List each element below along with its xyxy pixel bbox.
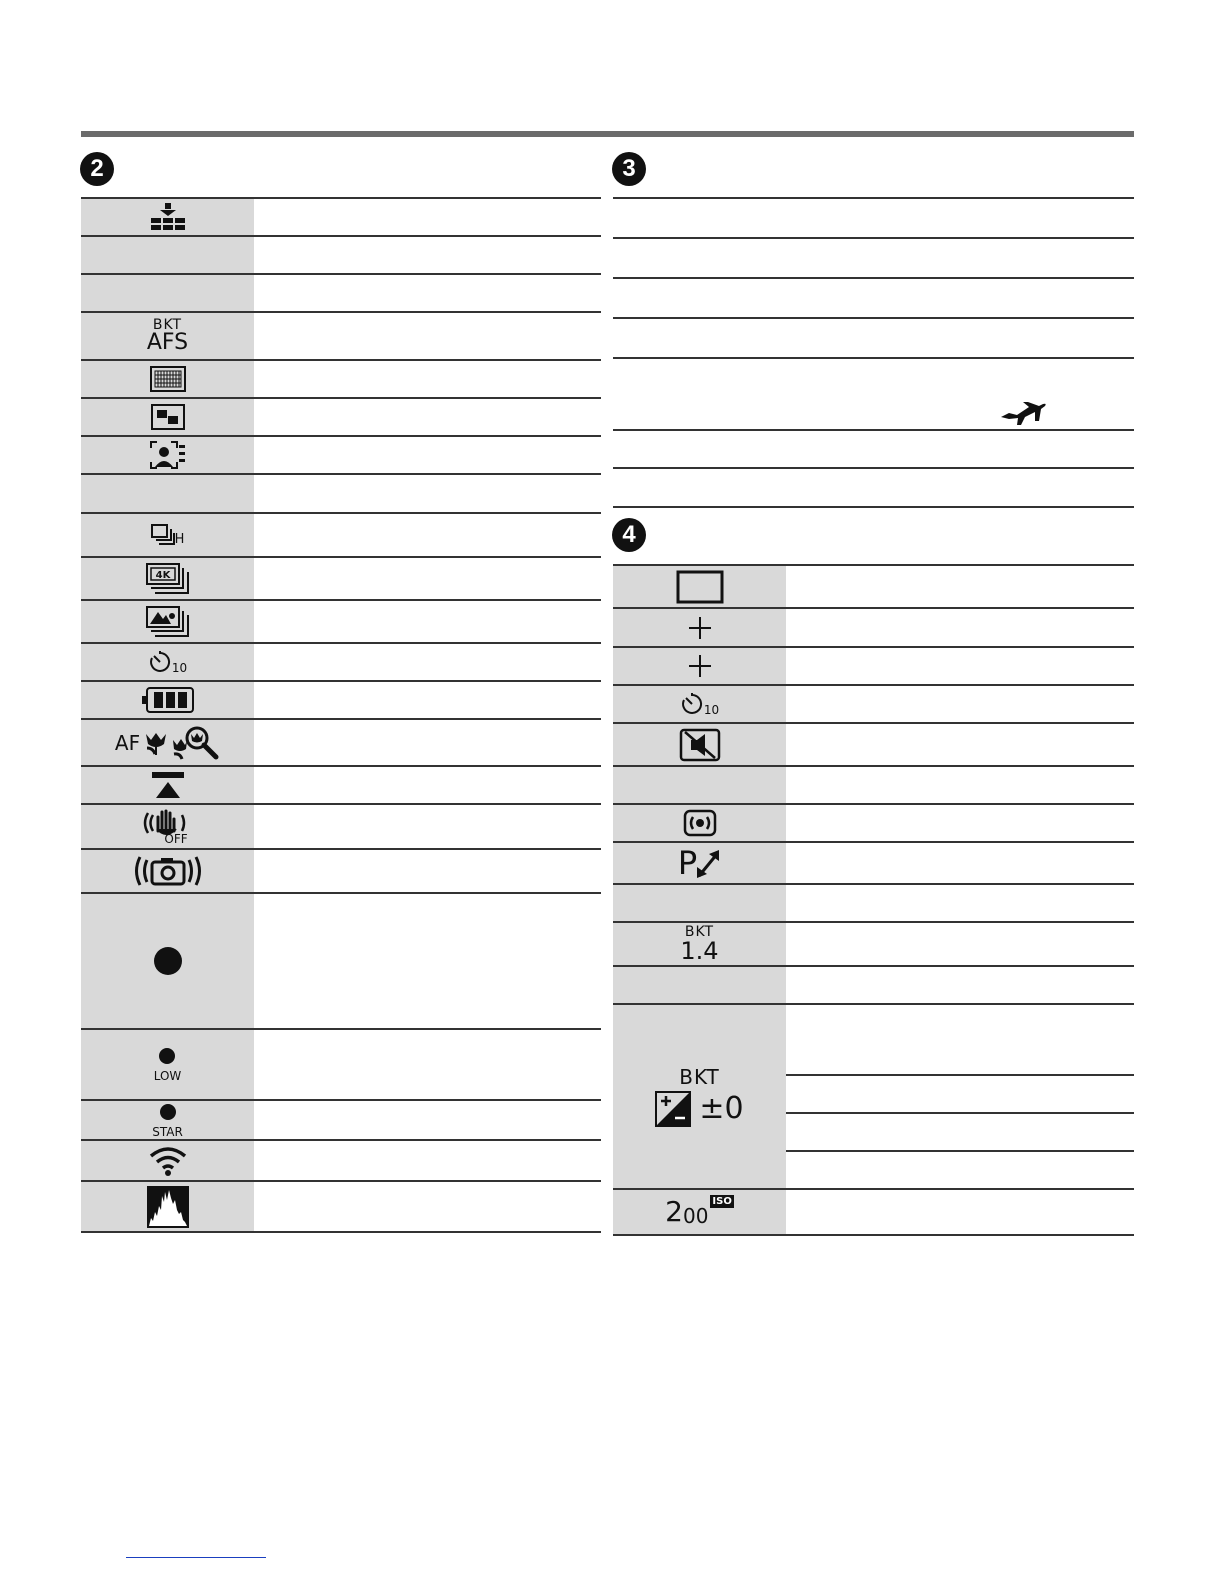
- header-rule: [81, 131, 1134, 137]
- icon-cell: [81, 275, 254, 311]
- star-label: STAR: [152, 1124, 183, 1139]
- table-row: [81, 275, 601, 313]
- stabilizer-off-icon: [140, 809, 196, 845]
- sub-row-divider: [786, 1074, 1134, 1076]
- icon-cell: [613, 648, 786, 684]
- histogram-icon: [147, 1186, 189, 1228]
- grid-af-icon: [150, 366, 186, 392]
- table-row: [613, 1005, 1134, 1190]
- icon-cell: [81, 1182, 254, 1231]
- table-row: [613, 967, 1134, 1005]
- bkt-label: BKT: [684, 924, 715, 940]
- icon-cell: [81, 475, 254, 512]
- table-row: [613, 239, 1134, 279]
- icon-cell: [81, 313, 254, 359]
- timer-seconds-label: 10: [703, 703, 720, 717]
- post-focus-icon: [151, 203, 185, 231]
- spot-metering-target-icon: [687, 615, 713, 641]
- icon-cell: [613, 686, 786, 722]
- battery-icon: [142, 687, 194, 713]
- table-row: [613, 431, 1134, 469]
- burst-frames-icon: [151, 524, 175, 546]
- icon-cell: [81, 437, 254, 473]
- iso-icon: [665, 1195, 734, 1228]
- table-row: [81, 720, 601, 767]
- off-label: OFF: [163, 831, 188, 845]
- icon-cell: [81, 644, 254, 680]
- table-row: [81, 1141, 601, 1182]
- exposure-comp-group: [655, 1091, 743, 1127]
- table-row: [613, 469, 1134, 508]
- table-row: [613, 843, 1134, 885]
- icon-cell: [613, 923, 786, 965]
- silent-mode-icon: [679, 728, 721, 762]
- icon-cell: [613, 767, 786, 803]
- section-3-number: 3: [622, 155, 636, 182]
- icon-cell: [81, 894, 254, 1028]
- shift-arrow-icon: [697, 848, 721, 878]
- iso-badge: ISO: [712, 1196, 732, 1207]
- aperture-value: 1.4: [680, 937, 719, 965]
- metering-mode-icon: [683, 809, 717, 837]
- table-row: [81, 197, 601, 237]
- table-row: [613, 767, 1134, 805]
- self-timer-icon: [680, 692, 719, 716]
- table-row: [81, 437, 601, 475]
- table-row: [613, 805, 1134, 843]
- icon-cell: [613, 1005, 786, 1188]
- crosshair-icon: [687, 653, 713, 679]
- icon-cell: [613, 805, 786, 841]
- burst-speed-label: H: [174, 532, 185, 547]
- table-row: [81, 1101, 601, 1141]
- table-row: [613, 648, 1134, 686]
- shake-alert-icon: [133, 854, 203, 888]
- bkt-label: BKT: [679, 1064, 720, 1089]
- icon-cell: [81, 237, 254, 273]
- table-row: [613, 609, 1134, 648]
- section-4-marker: [612, 518, 646, 552]
- table-row: [613, 279, 1134, 319]
- recording-dot-icon: [153, 946, 183, 976]
- table-row: [81, 644, 601, 682]
- af-macro-icon: [115, 726, 220, 760]
- table-row: [81, 682, 601, 720]
- bkt-label: BKT: [152, 317, 183, 333]
- program-shift-icon: [677, 844, 721, 882]
- section-3-marker: [612, 152, 646, 186]
- icon-cell: [613, 724, 786, 765]
- table-row: [81, 558, 601, 601]
- table-row: [81, 1030, 601, 1101]
- sub-row-divider: [786, 1150, 1134, 1152]
- table-row: [81, 850, 601, 894]
- table-row: [613, 359, 1134, 431]
- icon-cell: [613, 1190, 786, 1234]
- af-lock-icon: [150, 770, 186, 800]
- table-row: [81, 399, 601, 437]
- timer-seconds-label: 10: [171, 661, 188, 675]
- exposure-value: ±0: [699, 1090, 744, 1126]
- table-row: [81, 601, 601, 644]
- 4k-photo-icon: [146, 563, 190, 595]
- 4k-label: 4K: [155, 569, 170, 581]
- aperture-bracket-icon: [680, 925, 718, 963]
- icon-cell: [81, 601, 254, 642]
- sub-row-divider: [786, 1112, 1134, 1114]
- table-row: [81, 1182, 601, 1233]
- section-2-marker: [80, 152, 114, 186]
- table-row: [613, 197, 1134, 239]
- icon-cell: [613, 566, 786, 607]
- table-row: [81, 237, 601, 275]
- icon-cell: [81, 682, 254, 718]
- table-row: [613, 564, 1134, 609]
- table-row: [613, 686, 1134, 724]
- focus-bracket-icon: [146, 606, 190, 638]
- program-label: P: [677, 844, 698, 882]
- table-row: [613, 1190, 1134, 1236]
- af-area-frame-icon: [676, 570, 724, 604]
- icon-cell: [613, 609, 786, 646]
- af-label: AF: [114, 730, 141, 755]
- icon-cell: [81, 720, 254, 765]
- icon-cell: [81, 1030, 254, 1099]
- low-dot-icon: [158, 1047, 176, 1065]
- face-detect-af-icon: [150, 441, 186, 469]
- table-row: [613, 885, 1134, 923]
- exposure-bracket-icon: [655, 1064, 744, 1127]
- tulip-icon: [144, 730, 168, 756]
- iso-value-sub: 00: [682, 1204, 709, 1228]
- icon-cell: [81, 199, 254, 235]
- icon-cell: [613, 843, 786, 883]
- icon-cell: [81, 1141, 254, 1180]
- macro-zoom-icon: [172, 726, 220, 760]
- section-2-number: 2: [90, 155, 104, 182]
- airplane-icon: [999, 399, 1047, 427]
- table-row: [81, 894, 601, 1030]
- section-4-number: 4: [622, 521, 636, 548]
- bkt-afs-icon: [147, 318, 188, 354]
- low-label: LOW: [153, 1069, 182, 1083]
- table-row: [81, 767, 601, 805]
- table-row: [613, 923, 1134, 967]
- table-row: [613, 724, 1134, 767]
- custom-multi-af-icon: [151, 404, 185, 430]
- self-timer-icon: [148, 650, 187, 674]
- icon-cell: [613, 967, 786, 1003]
- table-row: [81, 313, 601, 361]
- table-row: [613, 319, 1134, 359]
- timer-dial-icon: [148, 650, 172, 674]
- icon-cell: [81, 399, 254, 435]
- burst-high-icon: [151, 524, 185, 546]
- icon-cell: [81, 805, 254, 848]
- icon-cell: [81, 1101, 254, 1139]
- icon-cell: [613, 885, 786, 921]
- low-mode-icon: [154, 1047, 182, 1082]
- afs-label: AFS: [146, 330, 189, 355]
- table-row: [81, 805, 601, 850]
- icon-cell: [81, 558, 254, 599]
- table-row: [81, 514, 601, 558]
- wifi-icon: [149, 1145, 187, 1177]
- star-mode-icon: [152, 1103, 183, 1138]
- exposure-comp-icon: [655, 1091, 691, 1127]
- icon-cell: [81, 767, 254, 803]
- icon-cell: [81, 514, 254, 556]
- table-row: [81, 361, 601, 399]
- icon-cell: [81, 361, 254, 397]
- star-dot-icon: [159, 1103, 177, 1121]
- table-row: [81, 475, 601, 514]
- footer-link-underline[interactable]: [126, 1557, 266, 1558]
- icon-cell: [81, 850, 254, 892]
- iso-value-main: 2: [665, 1195, 683, 1228]
- timer-dial-icon: [680, 692, 704, 716]
